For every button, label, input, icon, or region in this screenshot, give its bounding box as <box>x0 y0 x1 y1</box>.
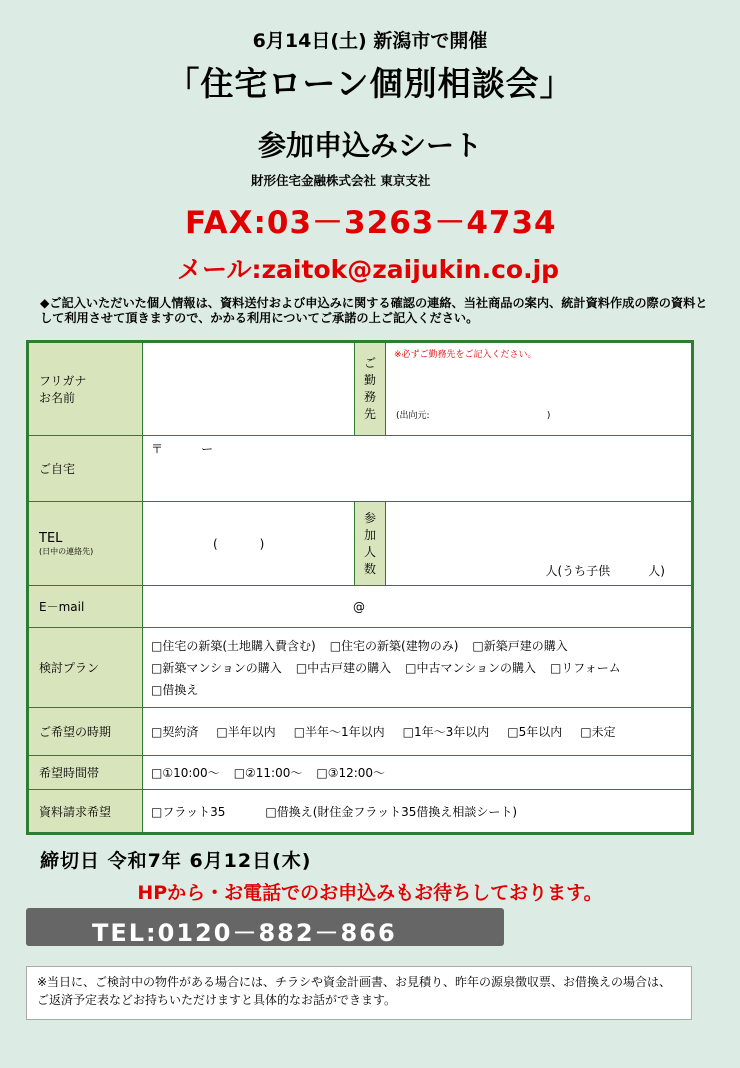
timing-option[interactable]: □1年～3年以内 <box>402 725 490 739</box>
time-option[interactable]: □①10:00～ <box>151 766 220 780</box>
page-title: 「住宅ローン個別相談会」 <box>166 64 574 103</box>
time-label: 希望時間帯 <box>28 756 143 790</box>
timing-option[interactable]: □半年～1年以内 <box>293 725 385 739</box>
tel-number[interactable]: TEL:0120－882－866 <box>92 919 397 947</box>
home-label: ご自宅 <box>28 436 143 502</box>
timing-options <box>143 708 693 756</box>
plan-option[interactable]: □住宅の新築(建物のみ) <box>329 638 459 653</box>
email-input[interactable]: @ <box>143 586 693 628</box>
furigana-label: フリガナ <box>39 374 87 388</box>
plan-option[interactable]: □リフォーム <box>549 660 621 675</box>
work-input[interactable] <box>386 342 693 436</box>
plan-option[interactable]: □借換え <box>151 682 199 697</box>
time-option[interactable]: □②11:00～ <box>233 766 303 780</box>
tel-input[interactable]: ( ) <box>143 502 355 586</box>
plan-option[interactable]: □新築戸建の購入 <box>472 638 568 653</box>
timing-option[interactable]: □未定 <box>580 725 616 739</box>
hp-phone-note: HPから・お電話でのお申込みもお待ちしております。 <box>137 882 603 904</box>
doc-option[interactable]: □フラット35 <box>151 804 226 819</box>
deadline: 締切日 令和7年 6月12日(木) <box>40 850 312 872</box>
plan-option[interactable]: □住宅の新築(土地購入費含む) <box>151 638 316 653</box>
plan-option[interactable]: □中古戸建の購入 <box>295 660 392 675</box>
plan-options <box>143 628 693 708</box>
time-options <box>143 756 693 790</box>
name-label <box>28 342 143 436</box>
application-form <box>26 340 694 835</box>
doc-options <box>143 790 693 834</box>
people-input[interactable]: 人(うち子供 人) <box>386 502 693 586</box>
email-address[interactable]: メール:zaitok@zaijukin.co.jp <box>177 255 560 284</box>
name-field-label: お名前 <box>39 391 76 405</box>
people-label: 参加人数 <box>355 502 386 586</box>
email-label: E－mail <box>28 586 143 628</box>
timing-option[interactable]: □半年以内 <box>216 725 276 739</box>
tel-label: TEL (日中の連絡先) <box>28 502 143 586</box>
timing-option[interactable]: □5年以内 <box>507 725 563 739</box>
name-input[interactable] <box>143 342 355 436</box>
tel-bar <box>26 908 504 946</box>
page-subtitle: 参加申込みシート <box>257 129 482 162</box>
plan-option[interactable]: □中古マンションの購入 <box>405 660 536 675</box>
doc-label: 資料請求希望 <box>28 790 143 834</box>
company-name: 財形住宅金融株式会社 東京支社 <box>251 173 431 188</box>
fax-number: FAX:03－3263－4734 <box>185 205 557 241</box>
event-date: 6月14日(土) 新潟市で開催 <box>252 30 488 52</box>
doc-option[interactable]: □借換え(財住金フラット35借換え相談シート) <box>265 804 518 819</box>
home-input[interactable] <box>143 436 693 502</box>
timing-option[interactable]: □契約済 <box>151 725 199 739</box>
plan-label: 検討プラン <box>28 628 143 708</box>
timing-label: ご希望の時期 <box>28 708 143 756</box>
postal-mark: 〒 ー <box>151 442 214 456</box>
time-option[interactable]: □③12:00～ <box>316 766 386 780</box>
footer-note: ※当日に、ご検討中の物件がある場合には、チラシや資金計画書、お見積り、昨年の源泉徴収票、お借換えの場合は、ご返済予定表などお持ちいただけますと具体的なお話ができます。 <box>26 966 692 1020</box>
work-label: ご勤務先 <box>355 342 386 436</box>
plan-option[interactable]: □新築マンションの購入 <box>151 660 282 675</box>
work-note: ※必ずご勤務先をご記入ください。 <box>394 350 537 360</box>
privacy-notice: ◆ご記入いただいた個人情報は、資料送付および申込みに関する確認の連絡、当社商品の案内、統計資料作成の際の資料として利用させて頂きますので、かかる利用についてご承諾の上ご記入ください。 <box>40 296 708 325</box>
dispatch-note: (出向元: ) <box>396 411 551 421</box>
tel-note: (日中の連絡先) <box>39 546 94 556</box>
